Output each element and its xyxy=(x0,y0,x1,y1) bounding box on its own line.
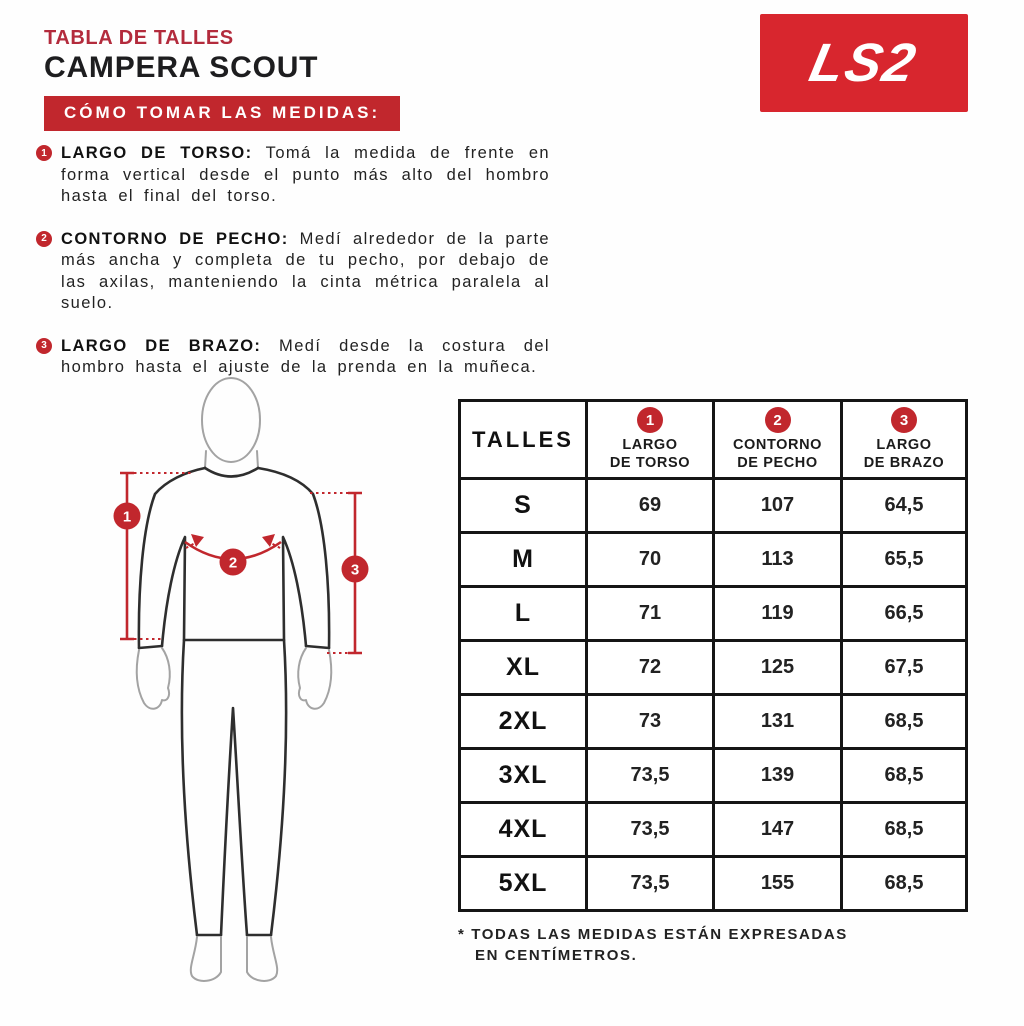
header-largo-torso-label xyxy=(588,436,712,472)
header-contorno-pecho-label xyxy=(715,436,840,472)
body-measurement-diagram xyxy=(100,358,372,990)
brazo-value: 68,5 xyxy=(842,695,967,749)
header-3-badge-icon: 3 xyxy=(891,407,917,433)
pecho-value: 139 xyxy=(714,749,842,803)
table-row xyxy=(460,695,967,749)
brazo-value: 64,5 xyxy=(842,479,967,533)
size-label: 2XL xyxy=(460,695,587,749)
figure-cuffs xyxy=(139,646,329,648)
brazo-value: 68,5 xyxy=(842,803,967,857)
measure-1-line xyxy=(120,473,134,639)
brazo-value: 66,5 xyxy=(842,587,967,641)
table-row xyxy=(460,641,967,695)
header-contorno-pecho-line1: CONTORNO xyxy=(732,437,823,453)
ls2-logo xyxy=(760,14,968,112)
instruction-torso-text xyxy=(61,143,550,208)
measure-2-dotted xyxy=(186,542,280,548)
section-banner: CÓMO TOMAR LAS MEDIDAS: xyxy=(44,96,400,131)
brazo-value: 67,5 xyxy=(842,641,967,695)
brazo-value: 65,5 xyxy=(842,533,967,587)
header-largo-torso-line1: LARGO xyxy=(622,437,678,453)
bullet-2-icon: 2 xyxy=(36,231,52,247)
header-talles xyxy=(460,401,587,479)
table-row xyxy=(460,587,967,641)
instruction-pecho xyxy=(36,229,550,315)
instruction-pecho-body: Medí alrededor de la parte más ancha y completa de tu pecho, por debajo de las axilas, manteniendo la cinta métrica paralela al suelo. xyxy=(61,229,550,312)
torso-value: 72 xyxy=(587,641,714,695)
instruction-torso xyxy=(36,143,550,208)
header-contorno-pecho-line2: DE PECHO xyxy=(737,455,818,471)
figure-legs-outer xyxy=(182,640,286,935)
table-row xyxy=(460,479,967,533)
header-contorno-pecho xyxy=(714,401,842,479)
size-label: M xyxy=(460,533,587,587)
header-largo-torso-line2: DE TORSO xyxy=(609,455,691,471)
header-largo-brazo-line2: DE BRAZO xyxy=(863,455,945,471)
instruction-brazo-body: Medí desde la costura del hombro hasta el ajuste de la prenda en la muñeca. xyxy=(61,336,550,376)
pecho-value: 119 xyxy=(714,587,842,641)
torso-value: 73,5 xyxy=(587,803,714,857)
pecho-value: 131 xyxy=(714,695,842,749)
table-header-row xyxy=(460,401,967,479)
instruction-pecho-text xyxy=(61,229,550,315)
torso-value: 70 xyxy=(587,533,714,587)
measure-2-number: 2 xyxy=(228,554,238,572)
size-label: 5XL xyxy=(460,857,587,911)
figure-left-hand xyxy=(137,648,170,709)
table-row xyxy=(460,533,967,587)
instruction-brazo-label: LARGO DE BRAZO: xyxy=(61,336,262,355)
torso-value: 73 xyxy=(587,695,714,749)
pecho-value: 107 xyxy=(714,479,842,533)
header-largo-torso xyxy=(587,401,714,479)
torso-value: 71 xyxy=(587,587,714,641)
pecho-value: 155 xyxy=(714,857,842,911)
bullet-1-icon: 1 xyxy=(36,145,52,161)
units-footnote-line2: EN CENTÍMETROS. xyxy=(475,947,638,964)
header-largo-brazo-label xyxy=(843,436,965,472)
page-title: CAMPERA SCOUT xyxy=(44,51,319,84)
header-1-badge-icon: 1 xyxy=(637,407,663,433)
figure-left-arm-outer xyxy=(139,468,205,648)
table-row xyxy=(460,749,967,803)
figure-right-foot xyxy=(247,937,277,981)
measure-3-number: 3 xyxy=(350,561,360,579)
size-label: 3XL xyxy=(460,749,587,803)
pecho-value: 113 xyxy=(714,533,842,587)
torso-value: 73,5 xyxy=(587,857,714,911)
table-row xyxy=(460,803,967,857)
size-label: 4XL xyxy=(460,803,587,857)
figure-legs-inner xyxy=(221,708,247,935)
figure-right-hand xyxy=(298,648,331,709)
size-label: S xyxy=(460,479,587,533)
measure-1-number: 1 xyxy=(122,508,132,526)
pecho-value: 125 xyxy=(714,641,842,695)
brazo-value: 68,5 xyxy=(842,857,967,911)
size-chart-table xyxy=(458,399,968,912)
pecho-value: 147 xyxy=(714,803,842,857)
figure-right-arm-outer xyxy=(258,468,329,648)
instruction-torso-label: LARGO DE TORSO: xyxy=(61,144,253,162)
header-talles-label: TALLES xyxy=(472,426,574,452)
figure-collar xyxy=(205,468,258,477)
torso-value: 73,5 xyxy=(587,749,714,803)
header-largo-brazo xyxy=(842,401,967,479)
body-figure-illustration xyxy=(100,358,372,990)
units-footnote-line1: * TODAS LAS MEDIDAS ESTÁN EXPRESADAS xyxy=(458,926,848,943)
instruction-torso-body: Tomá la medida de frente en forma vertical desde el punto más alto del hombro hasta el final del torso. xyxy=(61,144,550,205)
size-label: L xyxy=(460,587,587,641)
bullet-3-icon: 3 xyxy=(36,338,52,354)
units-footnote xyxy=(458,924,848,966)
figure-left-foot xyxy=(191,937,221,981)
torso-value: 69 xyxy=(587,479,714,533)
page-eyebrow: TABLA DE TALLES xyxy=(44,27,234,49)
instruction-pecho-label: CONTORNO DE PECHO: xyxy=(61,229,289,248)
ls2-logo-text: LS2 xyxy=(805,33,923,93)
figure-head xyxy=(202,378,260,462)
header-largo-brazo-line1: LARGO xyxy=(876,437,932,453)
size-label: XL xyxy=(460,641,587,695)
brazo-value: 68,5 xyxy=(842,749,967,803)
header-2-badge-icon: 2 xyxy=(765,407,791,433)
table-row xyxy=(460,857,967,911)
